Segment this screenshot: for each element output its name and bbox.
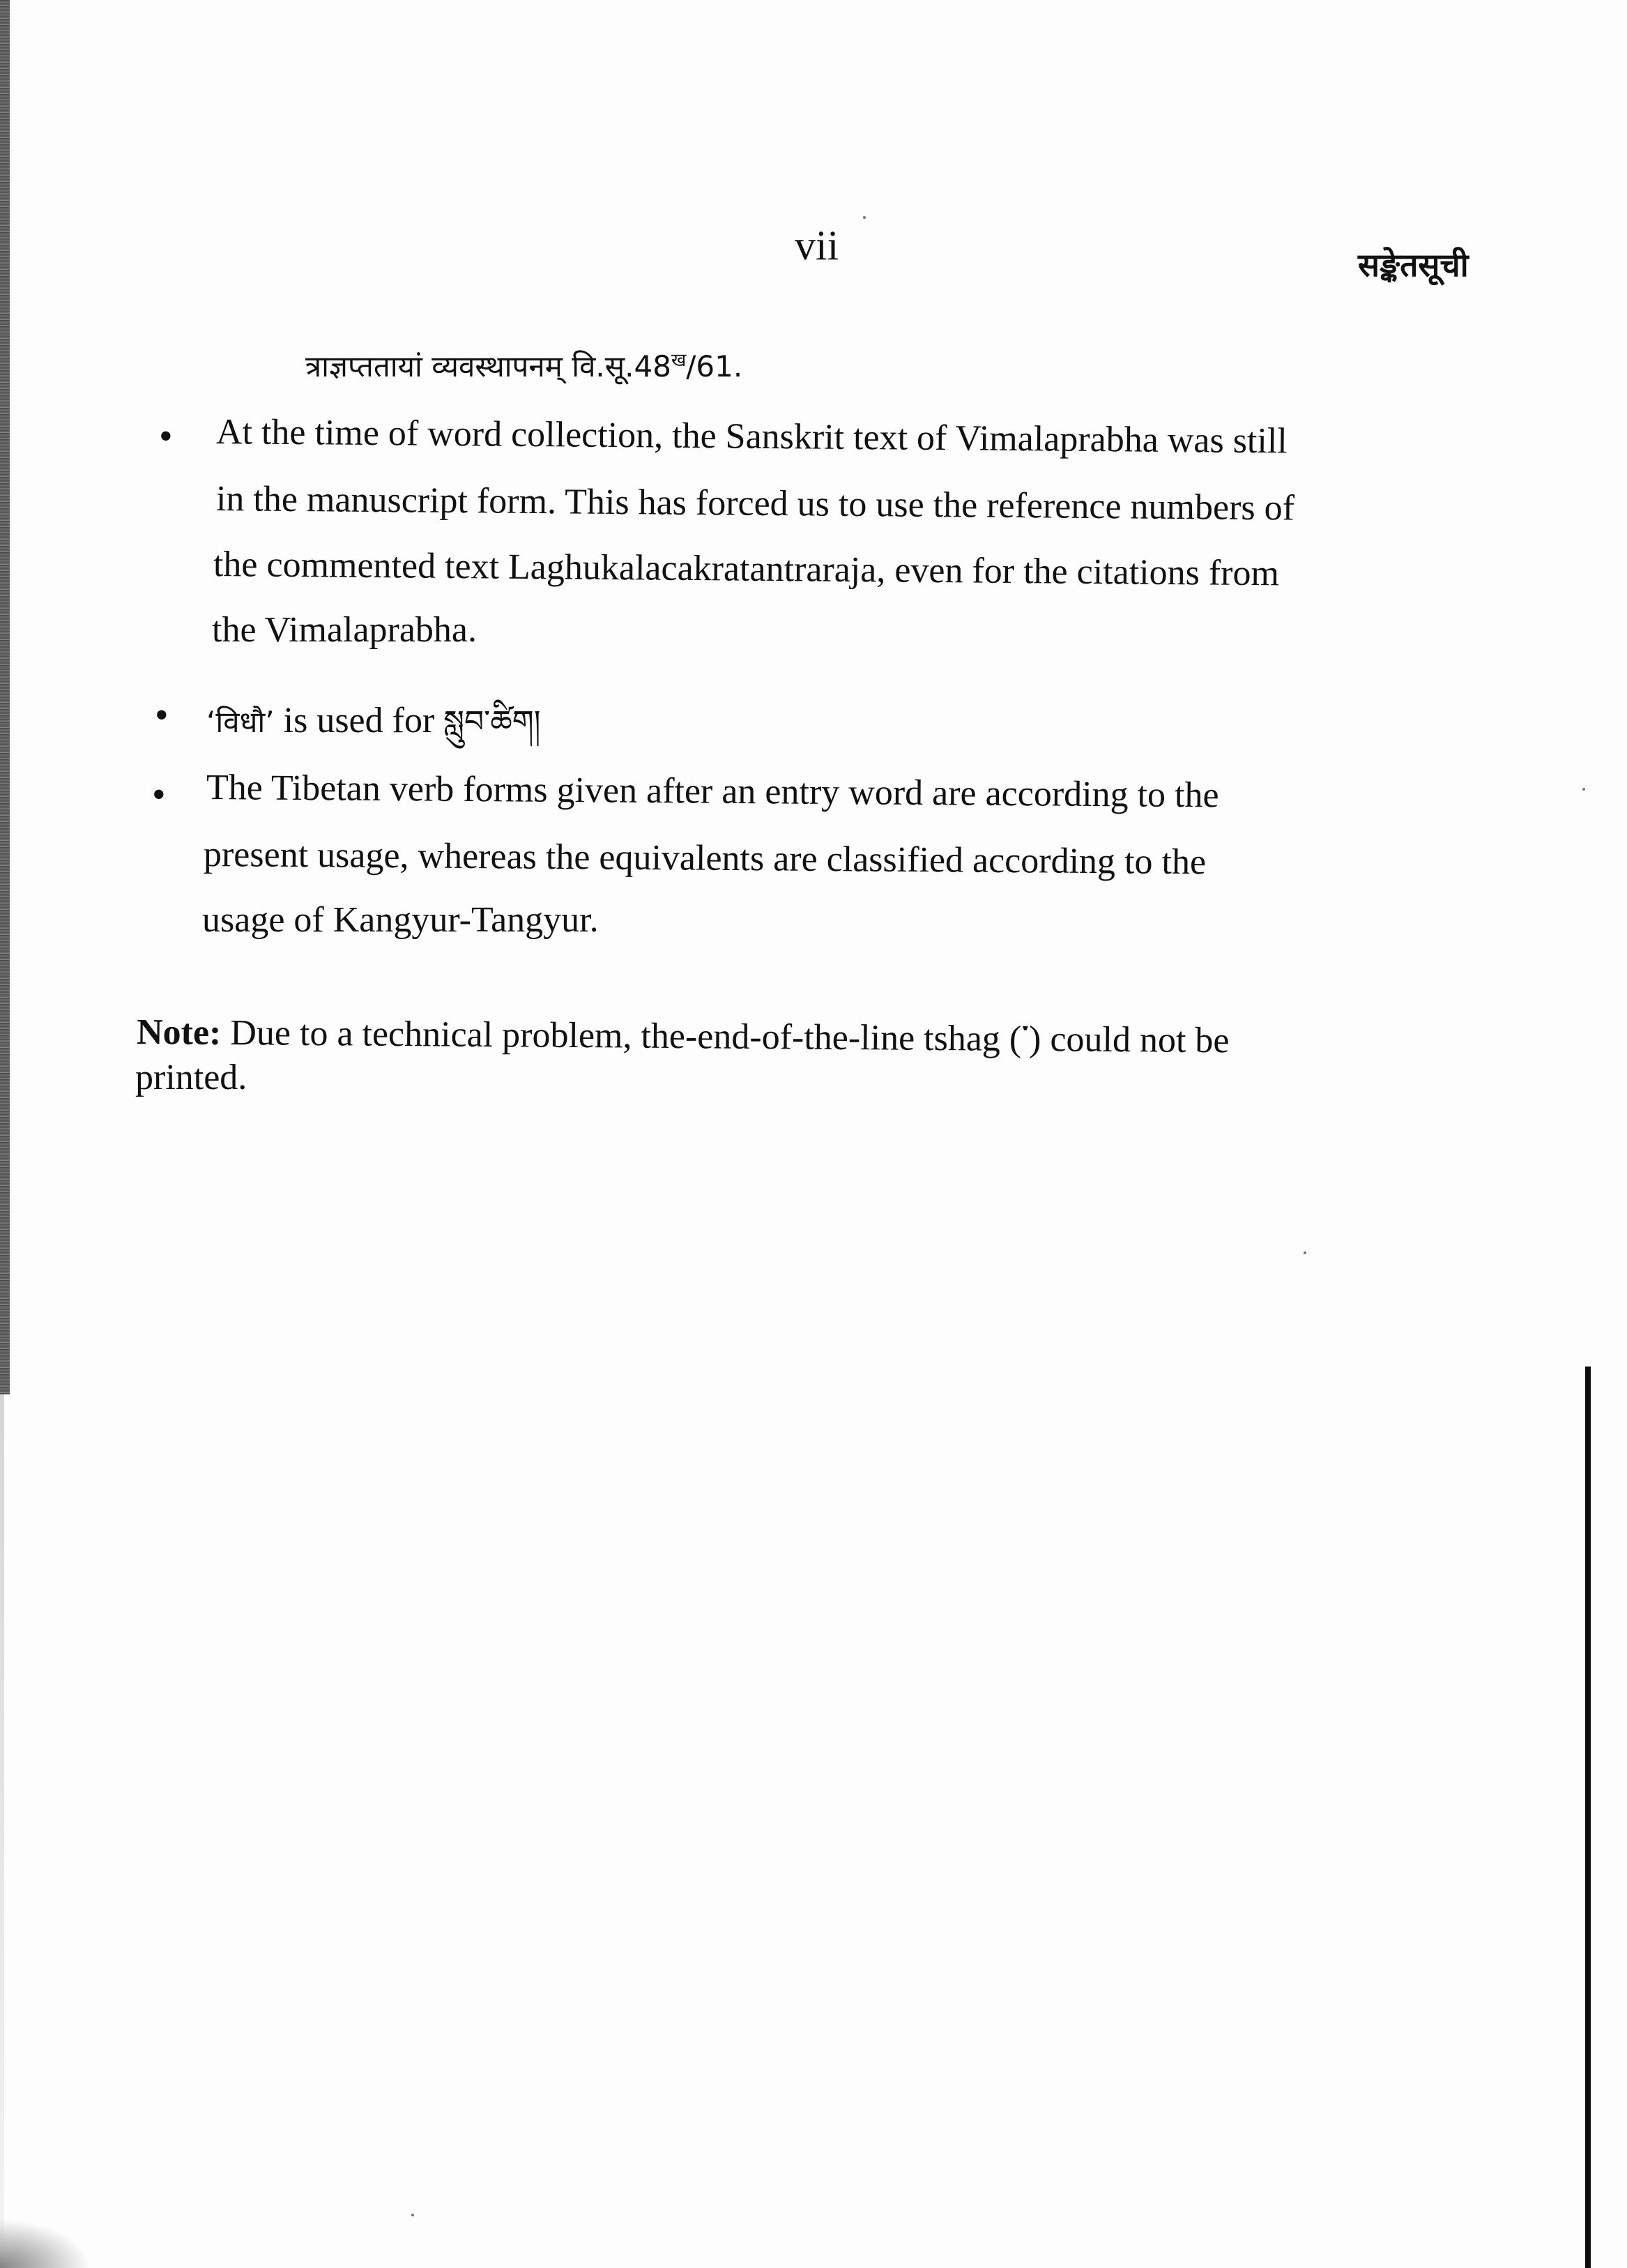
scan-shadow-edge: [0, 1394, 4, 2268]
scan-speck: [411, 2214, 414, 2216]
citation-superscript: ख: [671, 350, 687, 371]
note-line: [136, 991, 1230, 1102]
citation-line: [305, 346, 742, 386]
paragraph-line: [206, 687, 541, 774]
paragraph-line: At the time of word collection, the Sanskrit text of Vimalaprabha was still: [215, 412, 1288, 462]
paragraph-line: in the manuscript form. This has forced us to use the reference numbers of: [215, 479, 1295, 528]
paragraph-line: The Tibetan verb forms given after an entry word are according to the: [206, 768, 1219, 816]
scan-speck: [863, 216, 866, 219]
scan-binding-edge: [0, 0, 10, 1394]
quoted-term: ‘विधौ’: [206, 705, 275, 739]
scan-speck: [1304, 1251, 1306, 1254]
paragraph-line: usage of Kangyur-Tangyur.: [202, 900, 599, 940]
bullet-dot: •: [159, 415, 173, 458]
bullet-dot: •: [152, 773, 166, 816]
inline-text: is used for: [274, 701, 444, 740]
scan-speck: [1582, 788, 1585, 791]
citation-suffix: /61.: [686, 349, 743, 383]
bullet-dot: •: [155, 694, 169, 737]
page-number: vii: [795, 222, 839, 268]
scan-right-edge: [1585, 1367, 1591, 2268]
running-head: सङ्केतसूची: [1358, 246, 1469, 284]
paragraph-line: the Vimalaprabha.: [212, 610, 477, 650]
note-label: Note:: [136, 1012, 222, 1053]
tibetan-term: སླུབ་ཚིག།: [443, 704, 541, 740]
scan-corner-shadow: [0, 2219, 91, 2268]
paragraph-line: the commented text Laghukalacakratantraraja, even for the citations from: [213, 545, 1280, 594]
note-line: printed.: [135, 1058, 247, 1097]
note-text: Due to a technical problem, the-end-of-the-line tshag (་) could not be: [221, 1012, 1230, 1061]
citation-text: त्राज्ञप्ततायां व्यवस्थापनम् वि.सू.48: [305, 349, 671, 383]
paragraph-line: present usage, whereas the equivalents are classified according to the: [203, 835, 1207, 883]
